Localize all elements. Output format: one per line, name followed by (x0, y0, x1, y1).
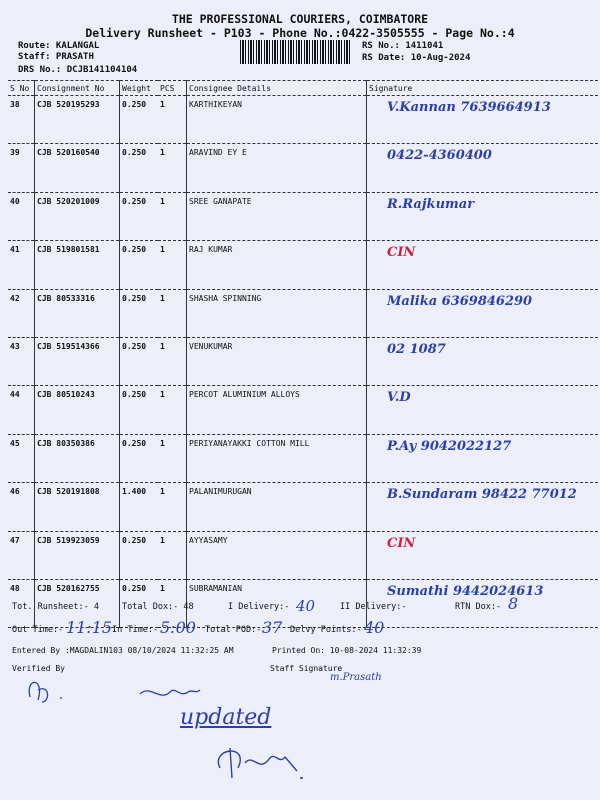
row-consignee: KARTHIKEYAN (187, 96, 367, 144)
verified-by-label: Verified By (12, 664, 65, 673)
row-sno: 47 (8, 531, 35, 579)
col-signature: Signature (367, 81, 599, 96)
row-weight: 0.250 (120, 531, 159, 579)
rtn-dox-label: RTN Dox:- (455, 602, 502, 612)
row-pcs: 1 (158, 386, 187, 434)
row-consignee: PERIYANAYAKKI COTTON MILL (187, 434, 367, 482)
row-consignee: SUBRAMANIAN (187, 579, 367, 627)
row-consignee: VENUKUMAR (187, 337, 367, 385)
row-sno: 44 (8, 386, 35, 434)
i-delivery-label: I Delivery:- (228, 602, 290, 612)
staff-label: Staff: PRASATH (18, 52, 94, 62)
row-consignee: ARAVIND EY E (187, 144, 367, 192)
handwritten-signature: V.Kannan 7639664913 (387, 100, 551, 115)
row-signature (367, 337, 599, 385)
row-consignee: RAJ KUMAR (187, 241, 367, 289)
row-consignment-no: CJB 520162755 (35, 579, 120, 627)
row-consignment-no: CJB 80350386 (35, 434, 120, 482)
row-sno: 45 (8, 434, 35, 482)
in-time-label: In Time:- (112, 625, 159, 635)
row-signature (367, 289, 599, 337)
col-weight: Weight (120, 81, 159, 96)
row-sno: 41 (8, 241, 35, 289)
updated-signature (200, 738, 340, 783)
row-weight: 0.250 (120, 241, 159, 289)
total-runsheet: Tot. Runsheet:- 4 (12, 602, 99, 612)
col-consignee: Consignee Details (187, 81, 367, 96)
row-consignee: PERCOT ALUMINIUM ALLOYS (187, 386, 367, 434)
row-consignment-no: CJB 519923059 (35, 531, 120, 579)
row-consignment-no: CJB 520160540 (35, 144, 120, 192)
table-row (8, 386, 598, 434)
handwritten-signature: V.D (387, 390, 411, 406)
rtn-dox-value: 8 (508, 594, 519, 613)
rs-date: RS Date: 10-Aug-2024 (362, 53, 471, 63)
i-delivery-value: 40 (296, 597, 316, 615)
runsheet-subtitle: Delivery Runsheet - P103 - Phone No.:0422-3505555 - Page No.:4 (85, 26, 515, 40)
table-row (8, 483, 598, 531)
row-pcs: 1 (158, 579, 187, 627)
row-signature (367, 531, 599, 579)
row-signature (367, 241, 599, 289)
col-sno: S No (8, 81, 35, 96)
row-signature (367, 434, 599, 482)
barcode (240, 40, 350, 64)
total-pod-value: 37 (262, 618, 283, 637)
drs-number: DRS No.: DCJB141104104 (18, 65, 138, 75)
row-signature (367, 144, 599, 192)
col-consignment: Consignment No (35, 81, 120, 96)
ii-delivery-label: II Delivery:- (340, 602, 407, 612)
row-pcs: 1 (158, 289, 187, 337)
row-sno: 38 (8, 96, 35, 144)
route-label: Route: KALANGAL (18, 41, 100, 51)
printed-on: Printed On: 10-08-2024 11:32:39 (272, 646, 422, 655)
row-weight: 0.250 (120, 144, 159, 192)
table-row (8, 289, 598, 337)
row-weight: 0.250 (120, 386, 159, 434)
out-time-label: Out Time:- (12, 625, 64, 635)
row-consignment-no: CJB 519514366 (35, 337, 120, 385)
table-row (8, 144, 598, 192)
handwritten-signature: Sumathi 9442024613 (387, 583, 544, 599)
runsheet-table (8, 80, 598, 628)
total-pod-label: Total POD:- (205, 625, 262, 635)
row-consignee: AYYASAMY (187, 531, 367, 579)
total-dox: Total Dox:- 48 (122, 602, 194, 612)
row-pcs: 1 (158, 144, 187, 192)
table-row (8, 192, 598, 240)
row-sno: 42 (8, 289, 35, 337)
row-consignment-no: CJB 520201009 (35, 192, 120, 240)
row-signature (367, 96, 599, 144)
col-pcs: PCS (158, 81, 187, 96)
row-consignment-no: CJB 80533316 (35, 289, 120, 337)
updated-note: updated (180, 705, 272, 730)
row-weight: 0.250 (120, 192, 159, 240)
row-signature (367, 386, 599, 434)
row-pcs: 1 (158, 434, 187, 482)
table-row (8, 337, 598, 385)
handwritten-signature: 02 1087 (387, 341, 446, 357)
staff-signature-label: Staff Signature (270, 664, 343, 673)
row-weight: 0.250 (120, 96, 159, 144)
staff-signature-name: m.Prasath (330, 672, 382, 683)
row-sno: 43 (8, 337, 35, 385)
handwritten-signature: CIN (387, 245, 416, 261)
table-header-row (8, 81, 598, 96)
row-signature (367, 483, 599, 531)
row-consignee: SHASHA SPINNING (187, 289, 367, 337)
in-time-value: 5:00 (160, 618, 196, 637)
company-title: THE PROFESSIONAL COURIERS, COIMBATORE (171, 12, 429, 26)
handwritten-signature: R.Rajkumar (387, 196, 475, 212)
row-pcs: 1 (158, 531, 187, 579)
delivery-points-value: 40 (364, 618, 385, 637)
handwritten-signature: Malika 6369846290 (387, 293, 533, 309)
row-pcs: 1 (158, 483, 187, 531)
table-row (8, 96, 598, 144)
row-sno: 48 (8, 579, 35, 627)
row-signature (367, 192, 599, 240)
row-sno: 40 (8, 192, 35, 240)
row-sno: 46 (8, 483, 35, 531)
row-consignee: SREE GANAPATE (187, 192, 367, 240)
table-row (8, 434, 598, 482)
row-consignment-no: CJB 80510243 (35, 386, 120, 434)
handwritten-signature: P.Ay 9042022127 (387, 438, 512, 454)
row-weight: 0.250 (120, 289, 159, 337)
table-row (8, 531, 598, 579)
table-row (8, 241, 598, 289)
row-sno: 39 (8, 144, 35, 192)
row-pcs: 1 (158, 241, 187, 289)
handwritten-signature: 0422-4360400 (387, 148, 492, 164)
handwritten-signature: CIN (387, 535, 416, 551)
delivery-points-label: Delvy Points:- (290, 625, 362, 635)
row-weight: 0.250 (120, 337, 159, 385)
handwritten-signature: B.Sundaram 98422 77012 (387, 487, 577, 503)
row-weight: 1.400 (120, 483, 159, 531)
out-time-value: 11:15 (66, 618, 113, 637)
row-pcs: 1 (158, 192, 187, 240)
row-pcs: 1 (158, 337, 187, 385)
rs-number: RS No.: 1411041 (362, 41, 444, 51)
row-weight: 0.250 (120, 579, 159, 627)
row-consignment-no: CJB 520195293 (35, 96, 120, 144)
entered-by: Entered By :MAGDALIN103 08/10/2024 11:32:25 AM (12, 646, 234, 655)
row-consignment-no: CJB 519801581 (35, 241, 120, 289)
row-pcs: 1 (158, 96, 187, 144)
row-consignment-no: CJB 520191808 (35, 483, 120, 531)
row-consignee: PALANIMURUGAN (187, 483, 367, 531)
row-weight: 0.250 (120, 434, 159, 482)
